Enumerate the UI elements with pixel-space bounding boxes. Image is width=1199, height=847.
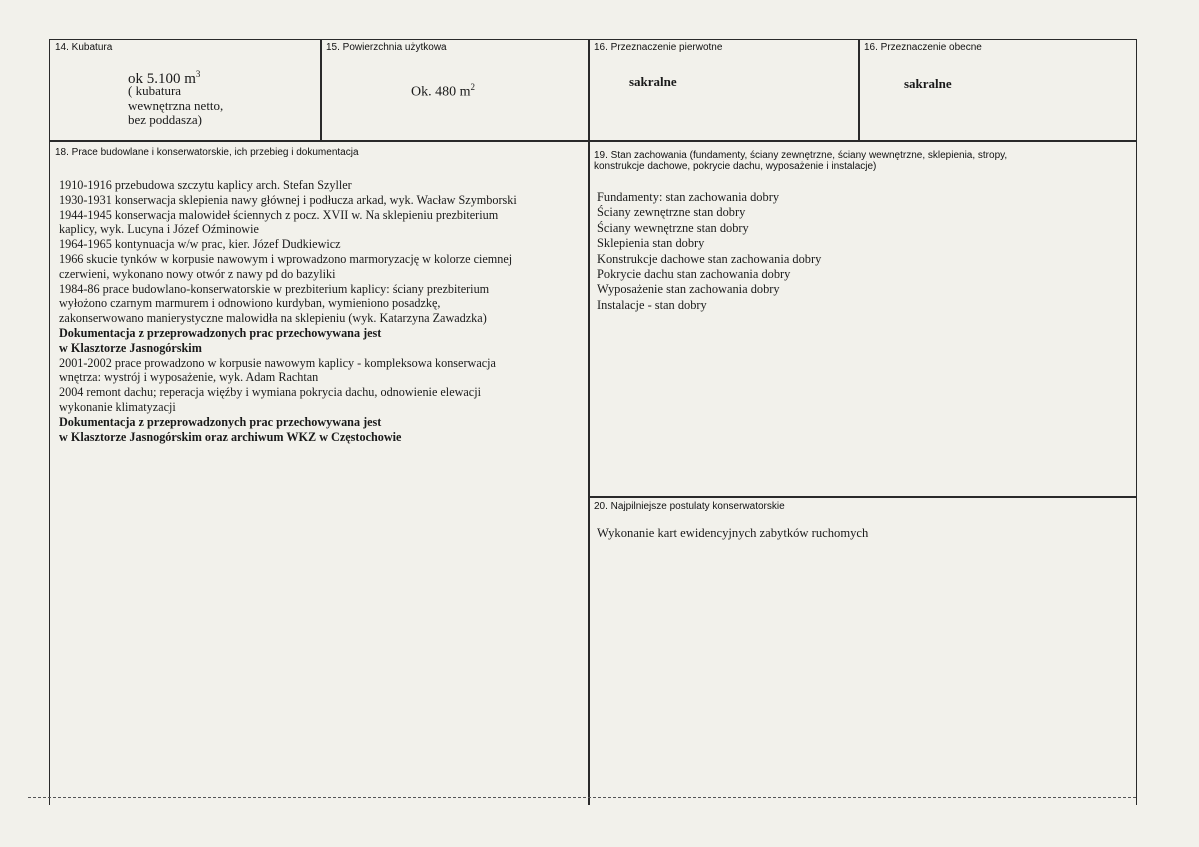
field-14-label: 14. Kubatura [55,42,113,53]
field-19-entry-line: Konstrukcje dachowe stan zachowania dobry [597,251,822,266]
field-16a-value: sakralne [629,74,677,89]
field-18-entry-line: 1984-86 prace budowlano-konserwatorskie w prezbiterium kaplicy: ściany prezbiterium [59,281,490,296]
field-19-entry-line: Ściany wewnętrzne stan dobry [597,220,749,235]
field-18-entry-line: w Klasztorze Jasnogórskim [59,340,202,355]
field-19-entries [597,190,821,313]
field-19-stan [588,140,1137,498]
field-18-entry-line: 1964-1965 kontynuacja w/w prac, kier. Józef Dudkiewicz [59,237,341,252]
field-16b-label: 16. Przeznaczenie obecne [864,42,982,53]
field-14-note [128,84,223,128]
field-14-note-line: ( kubatura [128,83,182,98]
field-19-entry-line: Instalacje - stan dobry [597,297,707,312]
field-14-note-line: bez poddasza) [128,112,202,127]
field-16-obecne [858,39,1137,142]
field-18-prace [49,140,590,805]
field-18-entry-line: 1966 skucie tynków w korpusie nawowym i wprowadzono marmoryzację w kolorze ciemnej [59,251,513,266]
field-20-value: Wykonanie kart ewidencyjnych zabytków ruchomych [597,526,869,540]
field-18-label: 18. Prace budowlane i konserwatorskie, ich przebieg i dokumentacja [55,147,359,158]
field-16a-label: 16. Przeznaczenie pierwotne [594,42,723,53]
field-15-value [411,82,475,101]
field-18-entry-line: 1910-1916 przebudowa szczytu kaplicy arch. Stefan Szyller [59,178,352,192]
field-18-entry-line: zakonserwowano manierystyczne malowidła na sklepieniu (wyk. Katarzyna Zawadzka) [59,311,487,326]
field-15-value-main: Ok. 480 m [411,84,471,100]
field-14-value-sup: 3 [195,69,201,79]
field-16b-value: sakralne [904,76,952,91]
field-18-entry-line: 2001-2002 prace prowadzono w korpusie nawowym kaplicy - kompleksowa konserwacja [59,355,496,370]
field-18-entry-line: w Klasztorze Jasnogórskim oraz archiwum WKZ w Częstochowie [59,429,402,444]
field-18-entry-line: 1930-1931 konserwacja sklepienia nawy głównej i podłucza arkad, wyk. Wacław Szymborski [59,192,517,207]
field-18-entry-line: Dokumentacja z przeprowadzonych prac przechowywana jest [59,414,382,429]
field-18-entry-line: czerwieni, wykonano nowy otwór z nawy pd do bazyliki [59,266,336,281]
field-19-entry-line: Ściany zewnętrzne stan dobry [597,205,746,220]
field-19-entry-line: Pokrycie dachu stan zachowania dobry [597,267,791,282]
field-19-entry-line: Sklepienia stan dobry [597,236,705,251]
field-20-postulaty [588,496,1137,805]
field-15-value-sup: 2 [470,82,475,92]
field-18-entry-line: wyłożono czarnym marmurem i odnowiono kurdyban, wymieniono posadzkę, [59,296,441,311]
field-18-entry-line: wykonanie klimatyzacji [59,399,176,414]
page-bottom-rule [28,797,1136,798]
field-18-entry-line: kaplicy, wyk. Lucyna i Józef Oźminowie [59,222,259,237]
field-19-label-line: konstrukcje dachowe, pokrycie dachu, wyposażenie i instalacje) [594,161,877,172]
field-14-kubatura [49,39,322,142]
field-18-entry-line: Dokumentacja z przeprowadzonych prac przechowywana jest [59,325,382,340]
field-18-entry-line: 2004 remont dachu; reperacja więźby i wymiana pokrycia dachu, odnowienie elewacji [59,385,481,400]
field-16-pierwotne [588,39,860,142]
field-19-label-line: 19. Stan zachowania (fundamenty, ściany zewnętrzne, ściany wewnętrzne, sklepienia, stropy, [594,150,1008,161]
field-20-label: 20. Najpilniejsze postulaty konserwatorskie [594,501,785,512]
field-14-value-main: ok 5.100 m [128,71,196,87]
field-19-label [594,150,1007,172]
field-18-entry-line: wnętrza: wystrój i wyposażenie, wyk. Adam Rachtan [59,370,319,385]
field-15-label: 15. Powierzchnia użytkowa [326,42,447,53]
field-19-entry-line: Fundamenty: stan zachowania dobry [597,190,780,204]
field-18-entry-line: 1944-1945 konserwacja malowideł ściennych z pocz. XVII w. Na sklepieniu prezbiterium [59,207,499,222]
field-15-powierzchnia [320,39,590,142]
field-14-note-line: wewnętrzna netto, [128,97,224,113]
field-19-entry-line: Wyposażenie stan zachowania dobry [597,282,780,297]
field-18-entries [59,178,517,444]
